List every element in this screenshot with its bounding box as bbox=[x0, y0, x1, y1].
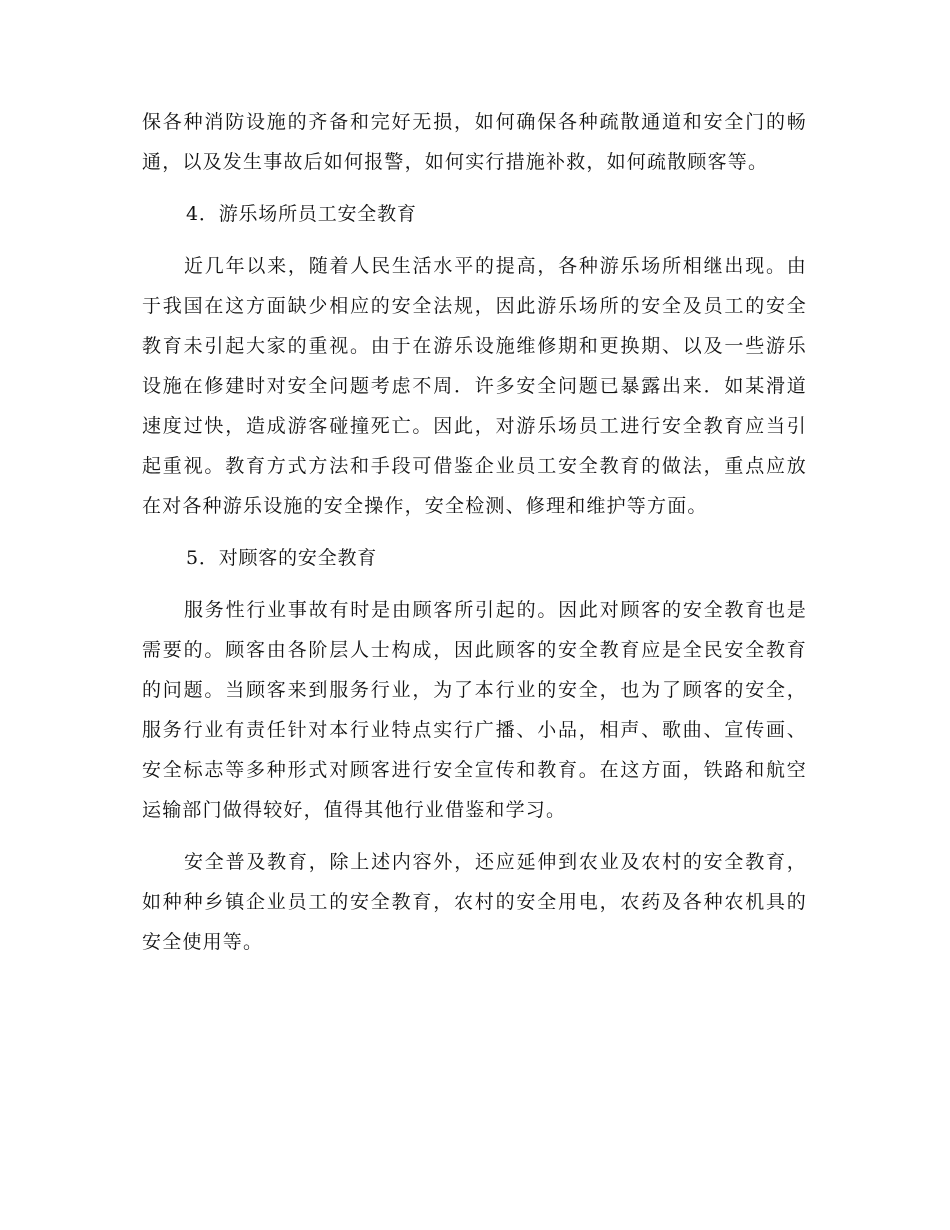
paragraph-customer-safety: 服务性行业事故有时是由顾客所引起的。因此对顾客的安全教育也是需要的。顾客由各阶层人士构成，因此顾客的安全教育应是全民安全教育的问题。当顾客来到服务行业，为了本行业的安全，也为了顾客的安全，服务行业有责任针对本行业特点实行广播、小品，相声、歌曲、宣传画、安全标志等多种形式对顾客进行安全宣传和教育。在这方面，铁路和航空运输部门做得较好，值得其他行业借鉴和学习。 bbox=[142, 599, 807, 821]
paragraph-rural-safety: 安全普及教育，除上述内容外，还应延伸到农业及农村的安全教育，如种种乡镇企业员工的安全教育，农村的安全用电，农药及各种农机具的安全使用等。 bbox=[142, 851, 807, 953]
section-heading-amusement-staff: 4．游乐场所员工安全教育 bbox=[186, 203, 417, 225]
document-body bbox=[142, 102, 807, 962]
paragraph-fire-safety-continued: 保各种消防设施的齐备和完好无损，如何确保各种疏散通道和安全门的畅通，以及发生事故后如何报警，如何实行措施补救，如何疏散顾客等。 bbox=[142, 111, 807, 173]
section-heading-customer-education: 5．对顾客的安全教育 bbox=[186, 547, 378, 569]
paragraph-amusement-safety: 近几年以来，随着人民生活水平的提高，各种游乐场所相继出现。由于我国在这方面缺少相应的安全法规，因此游乐场所的安全及员工的安全教育未引起大家的重视。由于在游乐设施维修期和更换期、以及一些游乐设施在修建时对安全问题考虑不周．许多安全问题已暴露出来．如某滑道速度过快，造成游客碰撞死亡。因此，对游乐场员工进行安全教育应当引起重视。教育方式方法和手段可借鉴企业员工安全教育的做法，重点应放在对各种游乐设施的安全操作，安全检测、修理和维护等方面。 bbox=[142, 255, 807, 517]
